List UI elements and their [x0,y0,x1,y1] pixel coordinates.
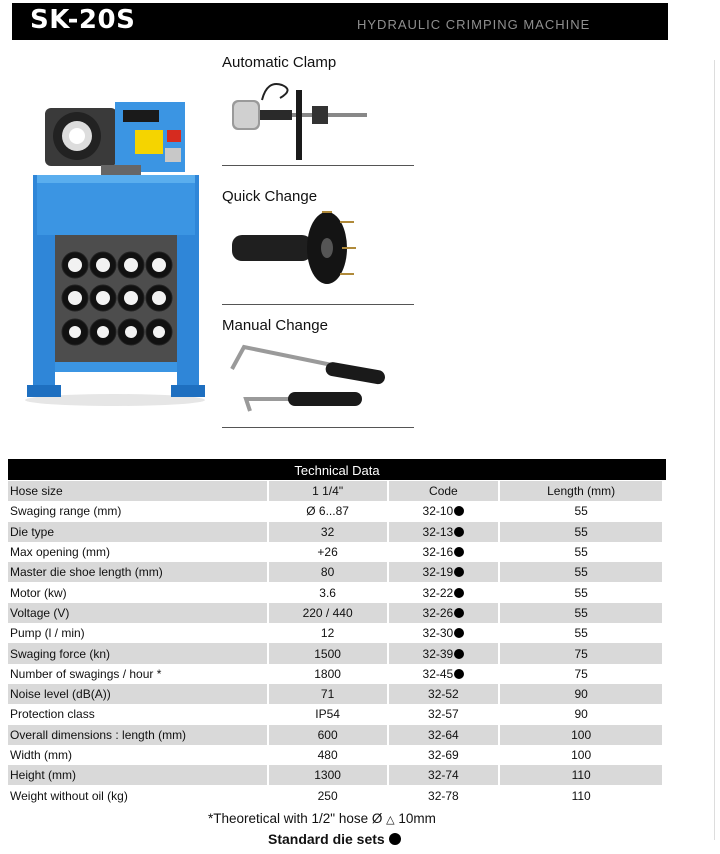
die-code-cell [389,562,499,582]
spec-value-cell [269,765,387,785]
die-length-cell [500,704,662,724]
cell-text: 12 [320,626,335,641]
die-length-cell [500,542,662,562]
cell-text: Hose size [10,484,63,499]
cell-text: 55 [574,545,588,560]
footnote-text: *Theoretical with 1/2" hose Ø [208,811,383,826]
cell-text: Swaging force (kn) [10,646,111,661]
die-length-cell [500,664,662,684]
die-code-cell [389,501,499,521]
manual-change-image [222,339,414,423]
cell-text: Overall dimensions : length (mm) [10,727,187,742]
cell-text: 32-57 [428,707,459,722]
cell-text: 32-22 [422,585,454,600]
cell-text: 100 [571,727,592,742]
cell-text: 32-45 [422,666,454,681]
die-code-cell [389,522,499,542]
spec-value-cell [269,562,387,582]
die-length-cell [500,765,662,785]
cell-text: 1500 [314,646,341,661]
cell-text: +26 [317,545,338,560]
spec-value-cell [269,745,387,765]
table-row [8,765,662,785]
spec-name-cell [8,582,267,602]
cell-text: 32-13 [422,524,454,539]
cell-text: IP54 [315,707,340,722]
die-length-cell [500,785,662,805]
spec-name-cell [8,725,267,745]
table-row [8,623,662,643]
cell-text: 32-10 [422,504,454,519]
cell-text: 55 [574,626,588,641]
die-length-cell [500,501,662,521]
table-row [8,664,662,684]
cell-text: 32-16 [422,545,454,560]
spec-value-cell [269,684,387,704]
table-row [8,745,662,765]
table-row [8,542,662,562]
spec-name-cell [8,542,267,562]
die-code-cell [389,582,499,602]
spec-name-cell [8,643,267,663]
cell-text: 3.6 [319,585,336,600]
table-row [8,725,662,745]
cell-text: 32-19 [422,565,454,580]
cell-text: 32-69 [428,748,459,762]
cell-text: Swaging range (mm) [10,504,122,519]
table-row [8,501,662,521]
spec-name-cell [8,603,267,623]
die-length-cell [500,522,662,542]
die-length-cell [500,745,662,765]
cell-text: Ø 6...87 [306,504,349,519]
filled-dot-icon [389,833,401,845]
spec-value-cell [269,725,387,745]
feature-title: Automatic Clamp [222,54,337,71]
cell-text: 32-64 [428,727,459,742]
crimping-machine-image [15,80,210,410]
spec-value-cell [269,785,387,805]
spec-name-cell [8,745,267,765]
die-code-cell [389,542,499,562]
spec-name-cell [8,704,267,724]
cell-text: 32-30 [422,626,454,641]
die-length-cell [500,481,662,501]
cell-text: Max opening (mm) [10,545,111,560]
cell-text: 1 1/4" [312,484,344,499]
table-row [8,562,662,582]
triangle-icon: △ [386,814,395,826]
cell-text: Weight without oil (kg) [10,788,128,803]
table-row [8,481,662,501]
page-edge-line [714,60,715,840]
spec-value-cell [269,643,387,663]
cell-text: Code [429,484,458,499]
cell-text: 55 [574,605,588,620]
cell-text: 75 [574,666,588,681]
legend-text: Standard die sets [268,831,385,847]
cell-text: 32-74 [428,768,459,783]
spec-value-cell [269,704,387,724]
cell-text: 110 [571,768,591,783]
quick-change-image [222,210,414,298]
cell-text: Motor (kw) [10,585,67,600]
cell-text: 32-26 [422,605,454,620]
die-code-cell [389,643,499,663]
feature-quick-change [222,188,414,306]
table-row [8,603,662,623]
filled-dot-icon [454,506,464,516]
spec-value-cell [269,623,387,643]
table-row [8,684,662,704]
spec-name-cell [8,562,267,582]
cell-text: Die type [10,524,55,539]
die-code-cell [389,481,499,501]
die-code-cell [389,684,499,704]
cell-text: 32-39 [422,646,454,661]
feature-manual-change [222,317,414,429]
die-length-cell [500,582,662,602]
spec-value-cell [269,542,387,562]
cell-text: 90 [574,707,588,722]
cell-text: 90 [574,687,588,702]
die-code-cell [389,725,499,745]
spec-name-cell [8,785,267,805]
divider [222,304,414,305]
spec-name-cell [8,522,267,542]
spec-name-cell [8,501,267,521]
filled-dot-icon [454,608,464,618]
cell-text: Length (mm) [547,484,616,499]
cell-text: Noise level (dB(A)) [10,687,111,702]
cell-text: Width (mm) [10,748,72,762]
filled-dot-icon [454,628,464,638]
feature-automatic-clamp [222,54,414,169]
die-code-cell [389,704,499,724]
filled-dot-icon [454,567,464,577]
spec-name-cell [8,765,267,785]
die-code-cell [389,765,499,785]
cell-text: 55 [574,565,588,580]
spec-value-cell [269,481,387,501]
legend [268,831,401,847]
feature-title: Quick Change [222,188,318,205]
cell-text: 32 [320,524,335,539]
filled-dot-icon [454,547,464,557]
die-code-cell [389,785,499,805]
spec-name-cell [8,684,267,704]
die-length-cell [500,643,662,663]
table-title: Technical Data [8,459,666,480]
cell-text: 1300 [314,768,341,783]
die-code-cell [389,664,499,684]
spec-value-cell [269,603,387,623]
automatic-clamp-image [222,80,414,160]
filled-dot-icon [454,527,464,537]
cell-text: 250 [317,788,338,803]
cell-text: 80 [320,565,335,580]
table-row [8,704,662,724]
cell-text: 600 [317,727,338,742]
cell-text: Pump (l / min) [10,626,85,641]
filled-dot-icon [454,669,464,679]
table-row [8,643,662,663]
divider [222,427,414,428]
spec-name-cell [8,623,267,643]
title-bar [12,3,668,40]
cell-text: 1800 [314,666,341,681]
spec-value-cell [269,501,387,521]
cell-text: 32-78 [428,788,459,803]
cell-text: 480 [317,748,338,762]
footnote [208,811,436,826]
table-row [8,522,662,542]
technical-data-table [6,481,664,806]
cell-text: 55 [574,504,588,519]
die-length-cell [500,623,662,643]
spec-name-cell [8,664,267,684]
divider [222,165,414,166]
cell-text: 55 [574,524,588,539]
footnote-value: 10mm [394,811,436,826]
cell-text: Protection class [10,707,95,722]
spec-value-cell [269,522,387,542]
cell-text: 55 [574,585,588,600]
die-length-cell [500,684,662,704]
die-code-cell [389,623,499,643]
table-row [8,582,662,602]
cell-text: Master die shoe length (mm) [10,565,163,580]
cell-text: Number of swagings / hour * [10,666,162,681]
die-length-cell [500,725,662,745]
die-code-cell [389,745,499,765]
spec-value-cell [269,664,387,684]
cell-text: 110 [571,788,591,803]
cell-text: 100 [571,748,592,762]
spec-value-cell [269,582,387,602]
cell-text: Height (mm) [10,768,77,783]
cell-text: Voltage (V) [10,605,70,620]
filled-dot-icon [454,588,464,598]
cell-text: 220 / 440 [302,605,353,620]
spec-name-cell [8,481,267,501]
cell-text: 71 [320,687,335,702]
filled-dot-icon [454,649,464,659]
cell-text: 32-52 [428,687,459,702]
die-length-cell [500,603,662,623]
die-length-cell [500,562,662,582]
table-row [8,785,662,805]
model-name: SK-20S [30,5,136,35]
feature-title: Manual Change [222,317,328,334]
product-subtitle: HYDRAULIC CRIMPING MACHINE [357,17,591,32]
die-code-cell [389,603,499,623]
cell-text: 75 [574,646,588,661]
